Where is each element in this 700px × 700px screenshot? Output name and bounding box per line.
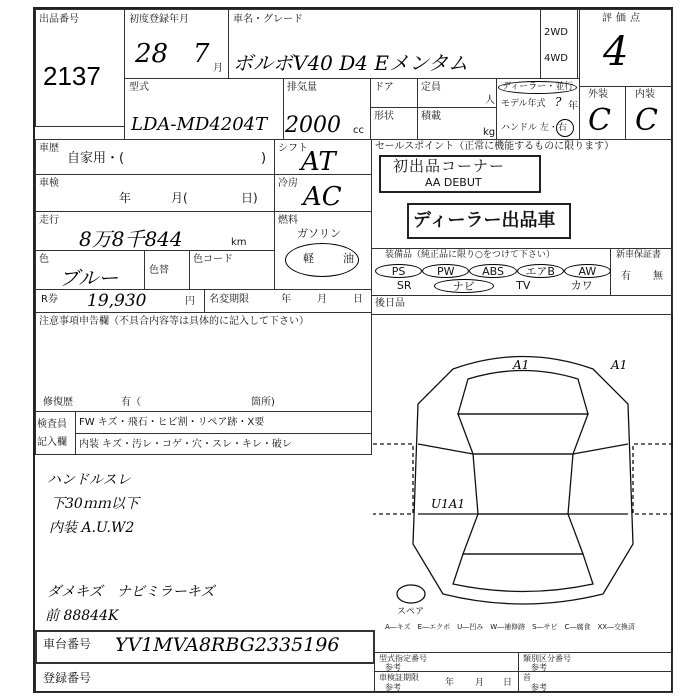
color-change-label: 色替: [149, 265, 169, 276]
hw-note-4: ダメキズ ナビミラーキズ: [47, 584, 215, 600]
fuel-circle: [285, 243, 359, 277]
first-reg-month: 7: [193, 39, 210, 69]
drive-box: [540, 9, 580, 79]
footer-month: 月: [475, 678, 485, 688]
sales-point-label: セールスポイント（正常に機能するものに限ります）: [375, 141, 615, 152]
dealer-label: ディーラー・並行: [498, 81, 577, 94]
color-label: 色: [39, 254, 49, 265]
debut-line2: AA DEBUT: [425, 176, 482, 189]
equip-item: TV: [516, 279, 531, 292]
equip-item: カワ: [570, 279, 593, 292]
lot-label: 出品番号: [39, 14, 79, 25]
exterior-grade: C: [588, 103, 611, 138]
name-change-day: 日: [353, 294, 363, 305]
equip-item: AW: [564, 264, 611, 278]
warranty-no: 無: [653, 271, 663, 282]
equip-item: PW: [422, 264, 469, 278]
ref-4: 参考: [531, 683, 547, 692]
car-diagram: [373, 314, 673, 624]
inspection-day: 日): [241, 191, 258, 205]
mark-u1a1-left: U1A1: [431, 497, 466, 511]
yen-unit: 円: [185, 296, 195, 307]
equip-row-2: [375, 279, 611, 293]
fuel-label: 燃料: [278, 215, 298, 226]
fuel-gas: ガソリン: [297, 227, 341, 240]
inspection-year: 年: [119, 191, 132, 205]
capacity-label: 定員: [421, 82, 441, 93]
hw-note-5: 前 88844K: [45, 608, 119, 624]
trunk: [453, 554, 593, 592]
spare-label: スペア: [397, 607, 425, 617]
hw-note-3: 内装 A.U.W2: [49, 520, 135, 536]
model-label: 型式: [129, 82, 149, 93]
name-label: 車名・グレード: [233, 14, 303, 25]
ref-1: 参考: [385, 663, 401, 672]
mark-a1-front-left: A1: [513, 358, 530, 372]
shift-label: シフト: [278, 143, 308, 154]
eval-label: 評価点: [602, 13, 644, 24]
exterior-label: 外装: [588, 89, 608, 100]
entry-label: 記入欄: [37, 437, 67, 448]
footer-year: 年: [445, 678, 455, 688]
car-outline: [413, 357, 633, 605]
mark-a1-front-right: A1: [611, 358, 628, 372]
cert-label: 車検証期限: [379, 673, 419, 682]
color-code-label: 色コード: [193, 254, 233, 265]
warranty-yes: 有: [621, 271, 631, 282]
history-label: 車歴: [39, 143, 59, 154]
interior-grade: C: [635, 103, 658, 138]
ac-value: AC: [303, 182, 342, 212]
name-change-year: 年: [281, 294, 291, 305]
mileage-value: 8万8千844: [79, 227, 183, 251]
roof: [473, 454, 573, 514]
load-label: 積載: [421, 111, 441, 122]
history-value: 自家用・(: [67, 151, 125, 166]
footer-day: 日: [503, 678, 513, 688]
post-label: 後日品: [375, 298, 405, 309]
model-code: LDA-MD4204T: [131, 114, 268, 135]
dealer-stamp-text: ディーラー出品車: [413, 210, 556, 231]
notice-box: [35, 312, 372, 412]
equip-item: ナビ: [434, 279, 495, 293]
month-unit: 月: [213, 63, 223, 74]
car-name: ボルボV40 D4 Eメンタム: [233, 51, 469, 75]
mileage-label: 走行: [39, 215, 59, 226]
ac-label: 冷房: [278, 178, 298, 189]
windshield: [458, 414, 588, 454]
displacement-label: 排気量: [287, 82, 317, 93]
warranty-label: 新車保証書: [616, 250, 662, 260]
chassis-value: YV1MVA8RBG2335196: [115, 634, 340, 656]
cc-unit: cc: [353, 125, 364, 136]
ref-2: 参考: [531, 663, 547, 672]
repair-unit: 箇所): [251, 397, 275, 408]
shape-label: 形状: [374, 111, 394, 122]
equip-item: PS: [375, 264, 422, 278]
interior-label: 内装: [635, 89, 655, 100]
kg-unit: kg: [483, 127, 496, 138]
ref-3: 参考: [385, 683, 401, 692]
equip-item: ABS: [469, 264, 516, 278]
inspection-label: 車検: [39, 178, 59, 189]
rear-window: [463, 514, 583, 554]
type-desig-label: 型式指定番号: [379, 654, 427, 663]
equip-row-1: [375, 264, 611, 278]
debut-line1: 初出品コーナー: [393, 157, 506, 175]
r-label: R券: [41, 294, 58, 305]
post-box: [371, 295, 673, 315]
fuel-light: 軽: [303, 252, 314, 265]
chassis-label: 車台番号: [43, 637, 92, 651]
handle-right-circle: [556, 119, 574, 137]
fuel-oil: 油: [343, 252, 354, 265]
handle-label: ハンドル 左・右: [501, 123, 567, 133]
first-reg-year: 28: [135, 39, 169, 69]
repair-label: 修復歴: [43, 397, 73, 408]
auction-sheet: [33, 7, 673, 693]
equip-item: エアB: [517, 264, 564, 278]
equip-label: 装備品（純正品に限り○をつけて下さい）: [385, 250, 555, 260]
inspector-label: 検査員: [37, 419, 67, 430]
equip-item: SR: [396, 279, 412, 292]
class-label: 類別区分番号: [523, 654, 571, 663]
drive-2wd: 2WD: [544, 27, 568, 38]
door-label: ドア: [374, 82, 394, 93]
lot-number: 2137: [43, 61, 101, 91]
hw-note-2: 下30ｍｍ以下: [51, 496, 139, 512]
displacement-value: 2000: [285, 113, 341, 138]
damage-legend: A―キズ E―エクボ U―凹み W―補修跡 S―サビ C―腐食 XX―交換済: [385, 623, 636, 631]
hood: [458, 371, 588, 415]
repair-value: 有（: [121, 397, 141, 408]
model-year-value: ?: [555, 95, 562, 109]
r-value: 19,930: [87, 291, 147, 311]
inspection-box: [35, 174, 275, 212]
name-change-month: 月: [317, 294, 327, 305]
first-reg-label: 初度登録年月: [129, 14, 189, 25]
reg-label: 登録番号: [43, 671, 92, 685]
date-label: 首: [523, 673, 531, 682]
km-unit: km: [231, 237, 247, 248]
year-unit: 年: [568, 101, 578, 112]
drive-4wd: 4WD: [544, 53, 568, 64]
person-unit: 人: [485, 95, 495, 106]
name-change-label: 名変期限: [209, 294, 249, 305]
model-year-label: モデル年式: [501, 99, 546, 109]
eval-score: 4: [603, 29, 629, 75]
history-close: ): [261, 151, 267, 166]
fw-line: FW キズ・飛石・ヒビ割・リペア跡・X要: [79, 417, 265, 428]
interior-line: 内装 キズ・汚レ・コゲ・穴・スレ・キレ・破レ: [79, 439, 292, 450]
notice-label: 注意事項申告欄（不具合内容等は具体的に記入して下さい）: [39, 316, 309, 327]
hw-note-1: ハンドルスレ: [47, 472, 131, 488]
color-value: ブルー: [59, 266, 119, 290]
shift-value: AT: [301, 147, 336, 177]
inspection-month: 月(: [171, 191, 188, 205]
